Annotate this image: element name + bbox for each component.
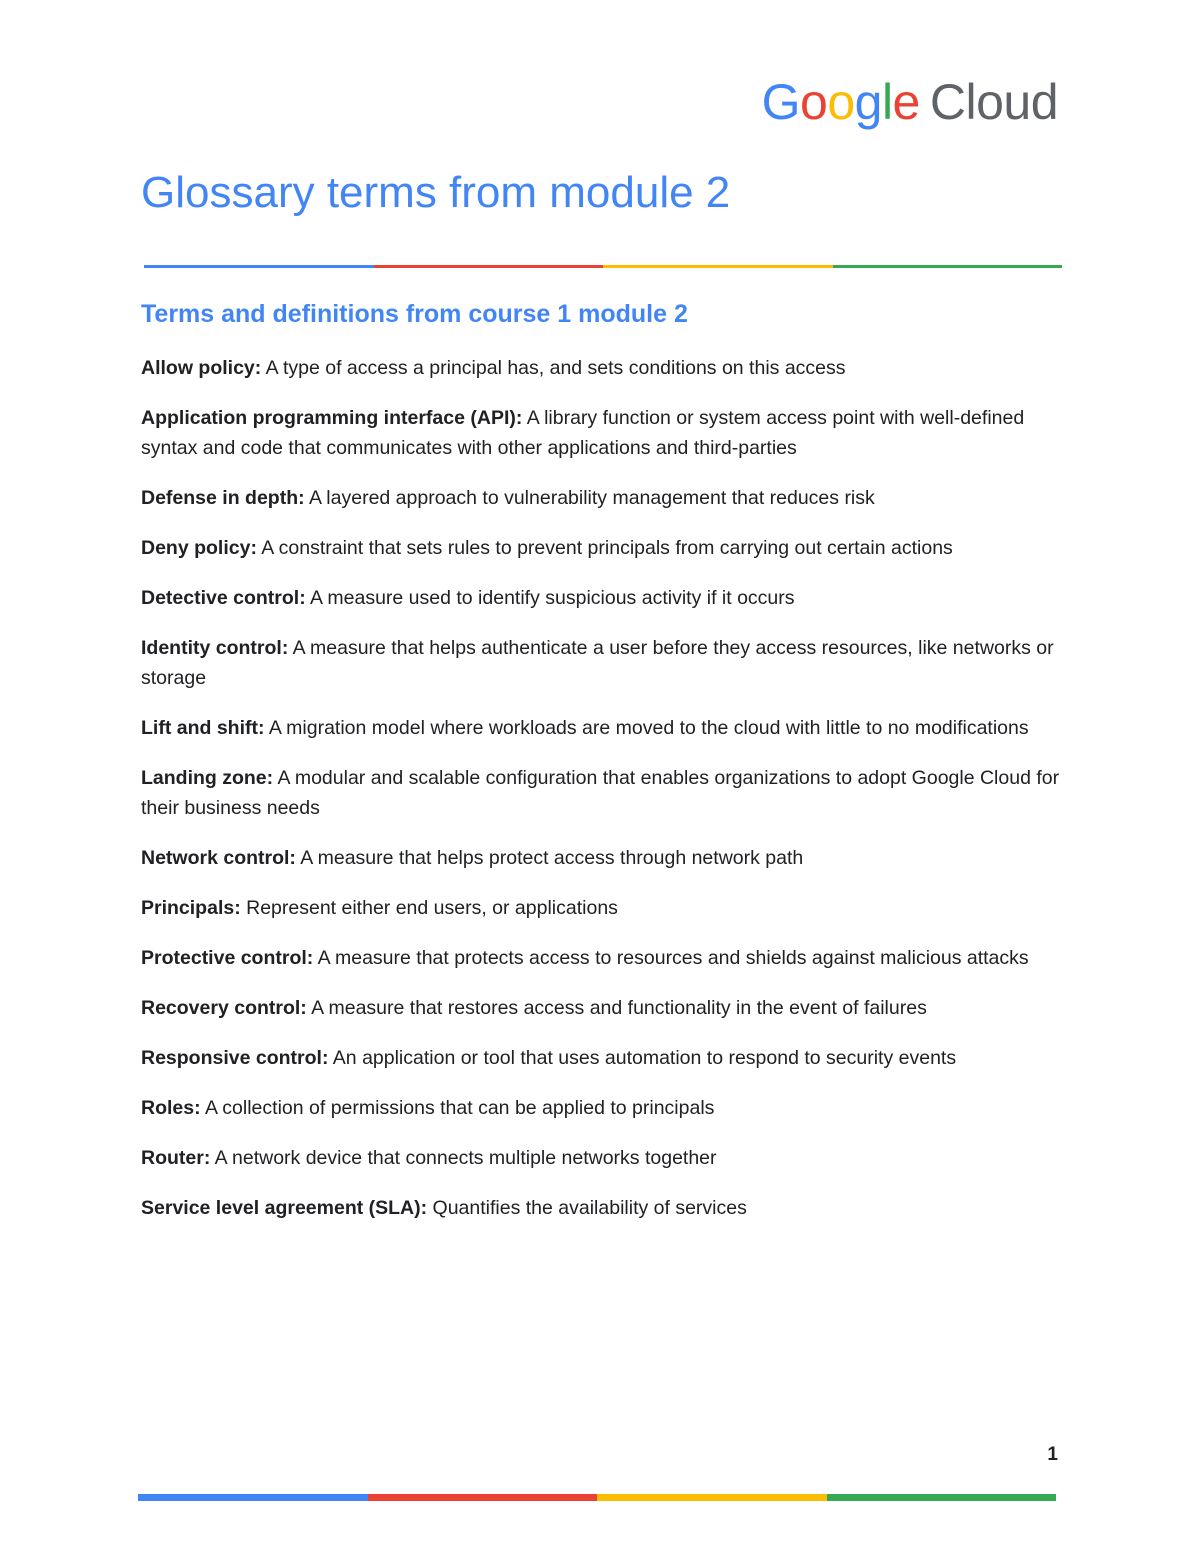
rule-segment-red	[368, 1494, 598, 1501]
section-heading: Terms and definitions from course 1 module 2	[141, 300, 688, 328]
glossary-definition: An application or tool that uses automation to respond to security events	[328, 1047, 957, 1069]
glossary-entry	[141, 713, 1066, 743]
glossary-term: Landing zone:	[141, 767, 274, 789]
glossary-term: Principals:	[141, 897, 241, 919]
glossary-term: Deny policy:	[141, 537, 257, 559]
logo-letter: o	[827, 74, 855, 130]
glossary-entry	[141, 943, 1066, 973]
glossary-term: Service level agreement (SLA):	[141, 1197, 428, 1219]
page-title: Glossary terms from module 2	[141, 168, 731, 217]
glossary-entry	[141, 633, 1066, 693]
glossary-term: Network control:	[141, 847, 296, 869]
glossary-definition: A network device that connects multiple networks together	[210, 1147, 717, 1169]
glossary-definition: A type of access a principal has, and sets conditions on this access	[261, 357, 846, 379]
rule-segment-green	[827, 1494, 1057, 1501]
glossary-term: Responsive control:	[141, 1047, 329, 1069]
google-cloud-logo	[762, 72, 1058, 132]
rule-segment-red	[374, 265, 604, 268]
glossary-term: Recovery control:	[141, 997, 307, 1019]
glossary-definition: A migration model where workloads are moved to the cloud with little to no modifications	[264, 717, 1029, 739]
glossary-entry	[141, 403, 1066, 463]
logo-letter: e	[892, 74, 920, 130]
glossary-term: Defense in depth:	[141, 487, 305, 509]
glossary-definition: A modular and scalable configuration that enables organizations to adopt Google Cloud for their business needs	[141, 767, 1060, 819]
glossary-definition: A measure used to identify suspicious activity if it occurs	[305, 587, 795, 609]
glossary-entry	[141, 1043, 1066, 1073]
glossary-definition: A library function or system access point with well-defined syntax and code that communicates with other applications and third-parties	[141, 407, 1025, 459]
glossary-definition: A measure that helps protect access through network path	[295, 847, 804, 869]
glossary-term: Router:	[141, 1147, 211, 1169]
glossary-definition: Quantifies the availability of services	[427, 1197, 747, 1219]
logo-letter: G	[761, 74, 800, 130]
glossary-term: Protective control:	[141, 947, 314, 969]
header-color-rule	[144, 265, 1062, 268]
glossary-term: Application programming interface (API):	[141, 407, 523, 429]
glossary-entry	[141, 893, 1066, 923]
glossary-entry	[141, 353, 1066, 383]
glossary-definition: A measure that helps authenticate a user before they access resources, like networks or storage	[141, 637, 1054, 689]
glossary-term: Roles:	[141, 1097, 201, 1119]
glossary-entry	[141, 583, 1066, 613]
glossary-term: Lift and shift:	[141, 717, 265, 739]
glossary-list	[141, 353, 1066, 1243]
logo-letter: o	[800, 74, 828, 130]
glossary-entry	[141, 763, 1066, 823]
logo-letter: g	[854, 74, 882, 130]
rule-segment-yellow	[597, 1494, 827, 1501]
rule-segment-yellow	[603, 265, 833, 268]
glossary-entry	[141, 1093, 1066, 1123]
rule-segment-blue	[144, 265, 374, 268]
glossary-entry	[141, 533, 1066, 563]
glossary-definition: A constraint that sets rules to prevent principals from carrying out certain actions	[256, 537, 953, 559]
glossary-definition: A layered approach to vulnerability management that reduces risk	[304, 487, 875, 509]
page-number: 1	[1047, 1444, 1058, 1465]
glossary-entry	[141, 1193, 1066, 1223]
glossary-entry	[141, 993, 1066, 1023]
glossary-definition: Represent either end users, or applications	[240, 897, 618, 919]
glossary-definition: A measure that restores access and functionality in the event of failures	[306, 997, 927, 1019]
footer-color-rule	[138, 1494, 1056, 1501]
glossary-term: Identity control:	[141, 637, 289, 659]
glossary-entry	[141, 1143, 1066, 1173]
logo-product-name: Cloud	[929, 74, 1058, 130]
rule-segment-blue	[138, 1494, 368, 1501]
glossary-term: Allow policy:	[141, 357, 262, 379]
glossary-definition: A collection of permissions that can be applied to principals	[200, 1097, 715, 1119]
glossary-entry	[141, 483, 1066, 513]
glossary-term: Detective control:	[141, 587, 306, 609]
rule-segment-green	[833, 265, 1063, 268]
glossary-definition: A measure that protects access to resources and shields against malicious attacks	[313, 947, 1029, 969]
glossary-entry	[141, 843, 1066, 873]
logo-letter: l	[881, 74, 893, 130]
